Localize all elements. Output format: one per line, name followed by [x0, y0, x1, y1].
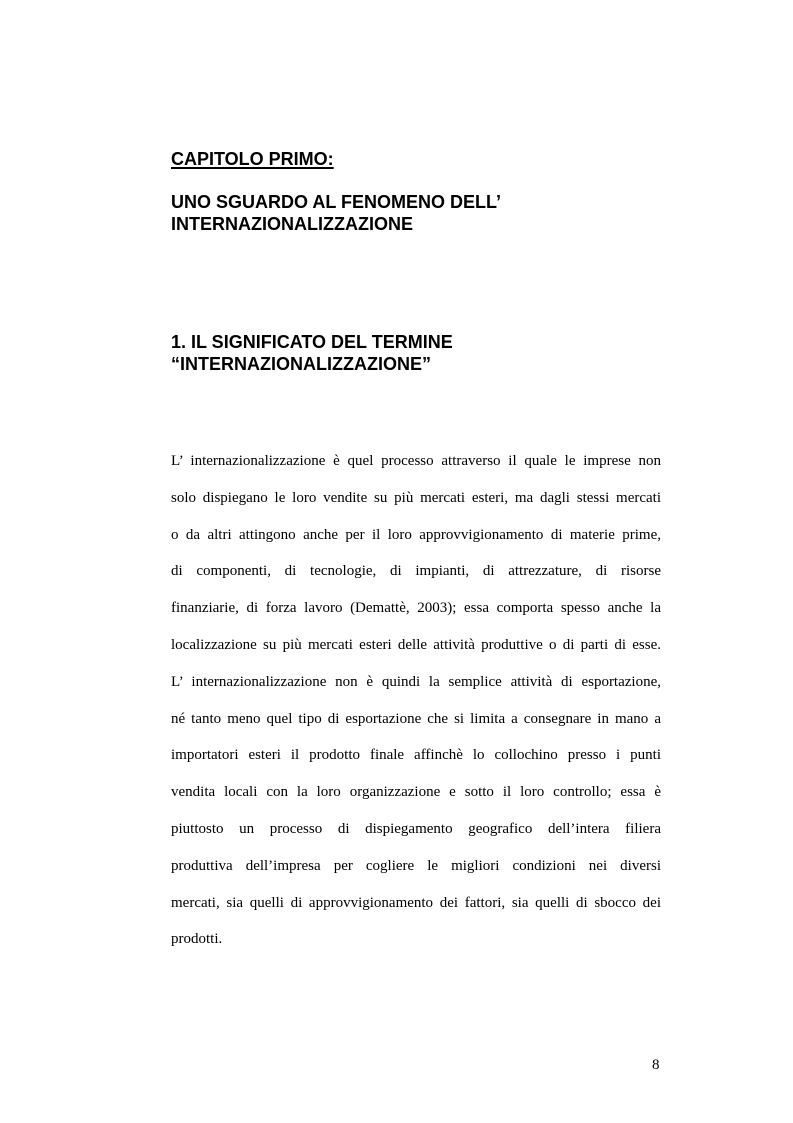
chapter-label: CAPITOLO PRIMO: — [171, 149, 334, 169]
body-line: finanziarie, di forza lavoro (Demattè, 2003); essa comporta spesso anche la — [171, 600, 661, 617]
body-line: prodotti. — [171, 931, 223, 948]
body-line: L’ internazionalizzazione è quel processo attraverso il quale le imprese non — [171, 453, 661, 469]
section-title-line-1: 1. IL SIGNIFICATO DEL TERMINE — [171, 332, 453, 352]
body-line: vendita locali con la loro organizzazione e sotto il loro controllo; essa è — [171, 784, 661, 801]
body-line: o da altri attingono anche per il loro approvvigionamento di materie prime, — [171, 526, 661, 543]
chapter-title — [171, 191, 501, 235]
section-title-line-2: “INTERNAZIONALIZZAZIONE” — [171, 354, 431, 374]
body-line: L’ internazionalizzazione non è quindi la semplice attività di esportazione, — [171, 673, 661, 690]
body-line: di componenti, di tecnologie, di impianti, di attrezzature, di risorse — [171, 563, 661, 580]
chapter-title-line-2: INTERNAZIONALIZZAZIONE — [171, 214, 413, 234]
body-line: né tanto meno quel tipo di esportazione che si limita a consegnare in mano a — [171, 710, 661, 727]
body-line: importatori esteri il prodotto finale affinchè lo collochino presso i punti — [171, 747, 661, 764]
body-line: mercati, sia quelli di approvvigionamento dei fattori, sia quelli di sbocco dei — [171, 894, 661, 911]
chapter-title-line-1: UNO SGUARDO AL FENOMENO DELL’ — [171, 192, 502, 212]
body-line: localizzazione su più mercati esteri delle attività produttive o di parti di esse. — [171, 636, 661, 653]
section-title — [171, 331, 453, 375]
body-line: produttiva dell’impresa per cogliere le migliori condizioni nei diversi — [171, 857, 661, 874]
body-paragraph — [171, 450, 661, 965]
body-line: piuttosto un processo di dispiegamento geografico dell’intera filiera — [171, 820, 661, 837]
body-line: solo dispiegano le loro vendite su più mercati esteri, ma dagli stessi mercati — [171, 489, 661, 506]
page-number: 8 — [652, 1057, 660, 1073]
